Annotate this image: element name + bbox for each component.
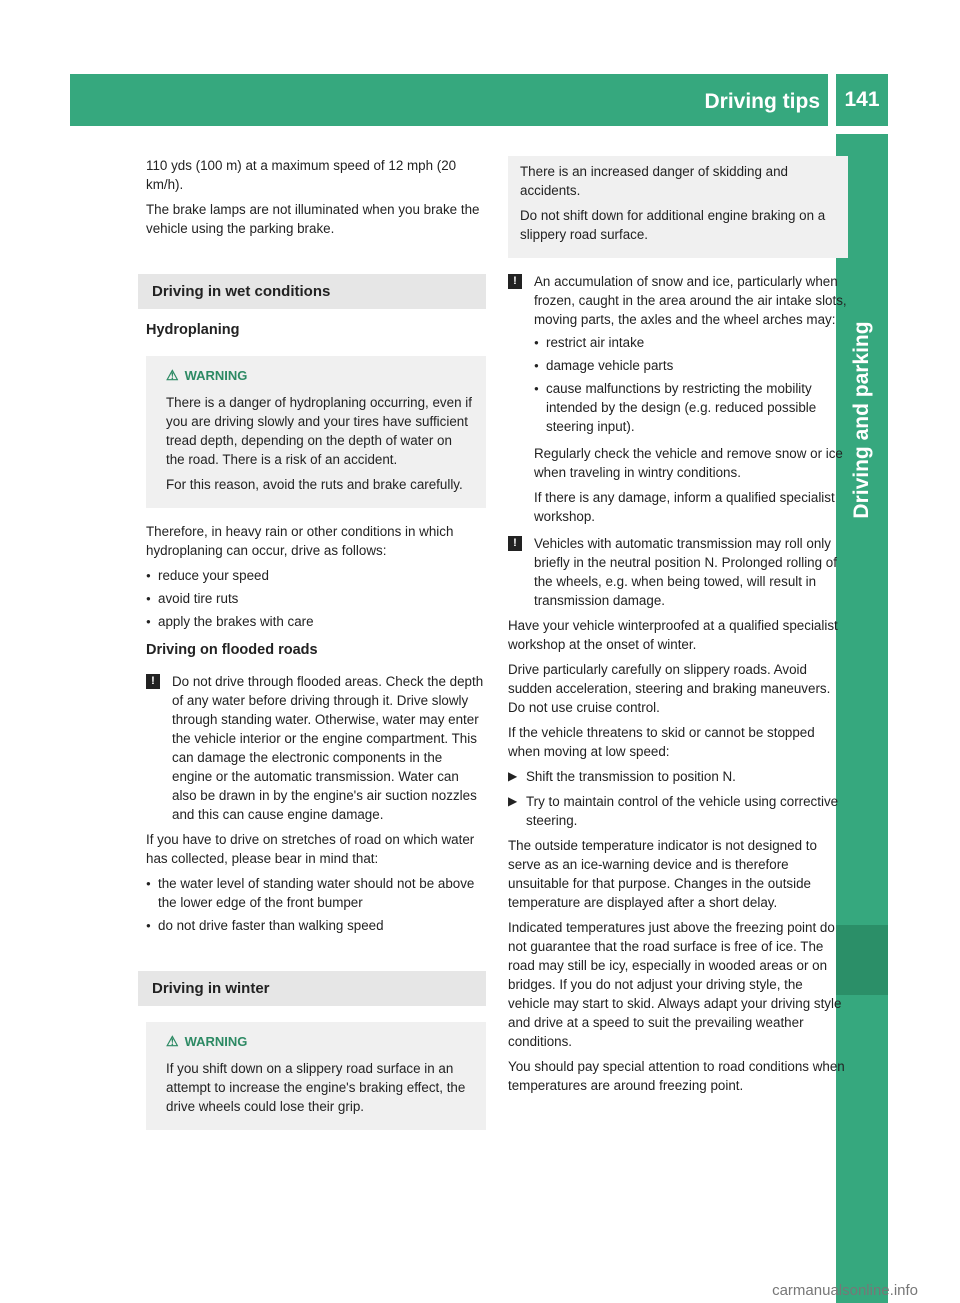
body-paragraph: If you have to drive on stretches of road on which water has collected, please bear in mind that: [146,832,475,866]
list-item: ● do not drive faster than walking speed [146,916,486,935]
body-paragraph: Drive particularly carefully on slippery roads. Avoid sudden acceleration, steering and braking maneuvers. Do not use cruise control. [508,662,831,715]
note-icon: ! [146,674,160,689]
warning-triangle-icon: ⚠ [166,1033,179,1049]
subheading-hydroplaning: Hydroplaning [146,322,240,338]
warning-box-continued [508,156,848,258]
list-item: ● avoid tire ruts [146,589,486,608]
bullet-list [534,333,848,436]
step-arrow-icon: ▶ [508,794,518,808]
warning-title: ⚠ WARNING [166,1033,248,1049]
warning-box [146,1022,486,1130]
list-item: ● apply the brakes with care [146,612,486,631]
bullet-list [146,566,486,631]
warning-triangle-icon: ⚠ [166,367,179,383]
chapter-title: Driving tips [704,90,820,113]
instruction-step: ▶ Shift the transmission to position N. [508,769,736,784]
note-block [508,534,848,610]
warning-text: There is an increased danger of skidding and accidents. [520,164,788,198]
note-text: If there is any damage, inform a qualified specialist workshop. [534,490,835,524]
warning-text: There is a danger of hydroplaning occurring, even if you are driving slowly and your tires have sufficient tread depth, depending on the depth of water on the road. There is a risk of an accident. [166,395,472,467]
warning-text: If you shift down on a slippery road surface in an attempt to increase the engine's braking effect, the drive wheels could lose their grip. [166,1061,466,1114]
watermark: carmanualsonline.info [772,1282,918,1299]
warning-text: Do not shift down for additional engine braking on a slippery road surface. [520,208,826,242]
warning-text: For this reason, avoid the ruts and brake carefully. [166,477,463,492]
intro-paragraph: The brake lamps are not illuminated when you brake the vehicle using the parking brake. [146,202,480,236]
note-block [146,672,486,824]
list-item: ● restrict air intake [534,333,848,352]
page-number: 141 [836,74,888,126]
list-item: ● reduce your speed [146,566,486,585]
section-heading-winter: Driving in winter [138,971,486,1006]
subheading-flooded: Driving on flooded roads [146,642,318,658]
body-paragraph: Therefore, in heavy rain or other conditions in which hydroplaning can occur, drive as follows: [146,524,454,558]
list-item: ● damage vehicle parts [534,356,848,375]
warning-box [146,356,486,508]
bullet-list [146,874,486,935]
side-tab-label: Driving and parking [850,321,873,519]
note-text: Do not drive through flooded areas. Check the depth of any water before driving through it. Drive slowly through standing water. Otherwise, water may enter the vehicle interior or the engine compartment. This can damage the electronic components in the engine or the automatic transmission. Water can also be drawn in by the engine's air suction nozzles and this can cause engine damage. [172,674,484,822]
list-item: ● the water level of standing water should not be above the lower edge of the front bumper [146,874,486,912]
warning-title: ⚠ WARNING [166,367,248,383]
body-paragraph: You should pay special attention to road conditions when temperatures are around freezing point. [508,1059,845,1093]
note-text: Regularly check the vehicle and remove snow or ice when traveling in wintry conditions. [534,446,843,480]
body-paragraph: The outside temperature indicator is not designed to serve as an ice-warning device and is therefore unsuitable for that purpose. Changes in the outside temperature are displayed after a short delay. [508,838,817,910]
body-paragraph: If the vehicle threatens to skid or cannot be stopped when moving at low speed: [508,725,815,759]
note-text: An accumulation of snow and ice, particularly when frozen, caught in the area around the air intake slots, moving parts, the axles and the wheel arches may: [534,274,847,327]
body-paragraph: Indicated temperatures just above the freezing point do not guarantee that the road surface is free of ice. The road may still be icy, especially in wooded areas or on bridges. If you do not adjust your driving style, the vehicle may start to skid. Always adapt your driving style and drive at a speed to suit the prevailing weather conditions. [508,920,842,1049]
intro-paragraph: 110 yds (100 m) at a maximum speed of 12 mph (20 km/h). [146,158,457,192]
instruction-step: ▶ Try to maintain control of the vehicle using corrective steering. [508,794,839,828]
note-icon: ! [508,274,522,289]
note-text: Vehicles with automatic transmission may roll only briefly in the neutral position N. Prolonged rolling of the wheels, e.g. when being towed, will result in transmission damage. [534,536,837,608]
note-icon: ! [508,536,522,551]
list-item: ● cause malfunctions by restricting the mobility intended by the design (e.g. reduced possible steering input). [534,379,848,436]
left-column [146,156,486,1144]
note-block [508,272,848,526]
body-paragraph: Have your vehicle winterproofed at a qualified specialist workshop at the onset of winter. [508,618,838,652]
right-column [508,156,848,1101]
section-heading-wet: Driving in wet conditions [138,274,486,309]
step-arrow-icon: ▶ [508,769,518,783]
